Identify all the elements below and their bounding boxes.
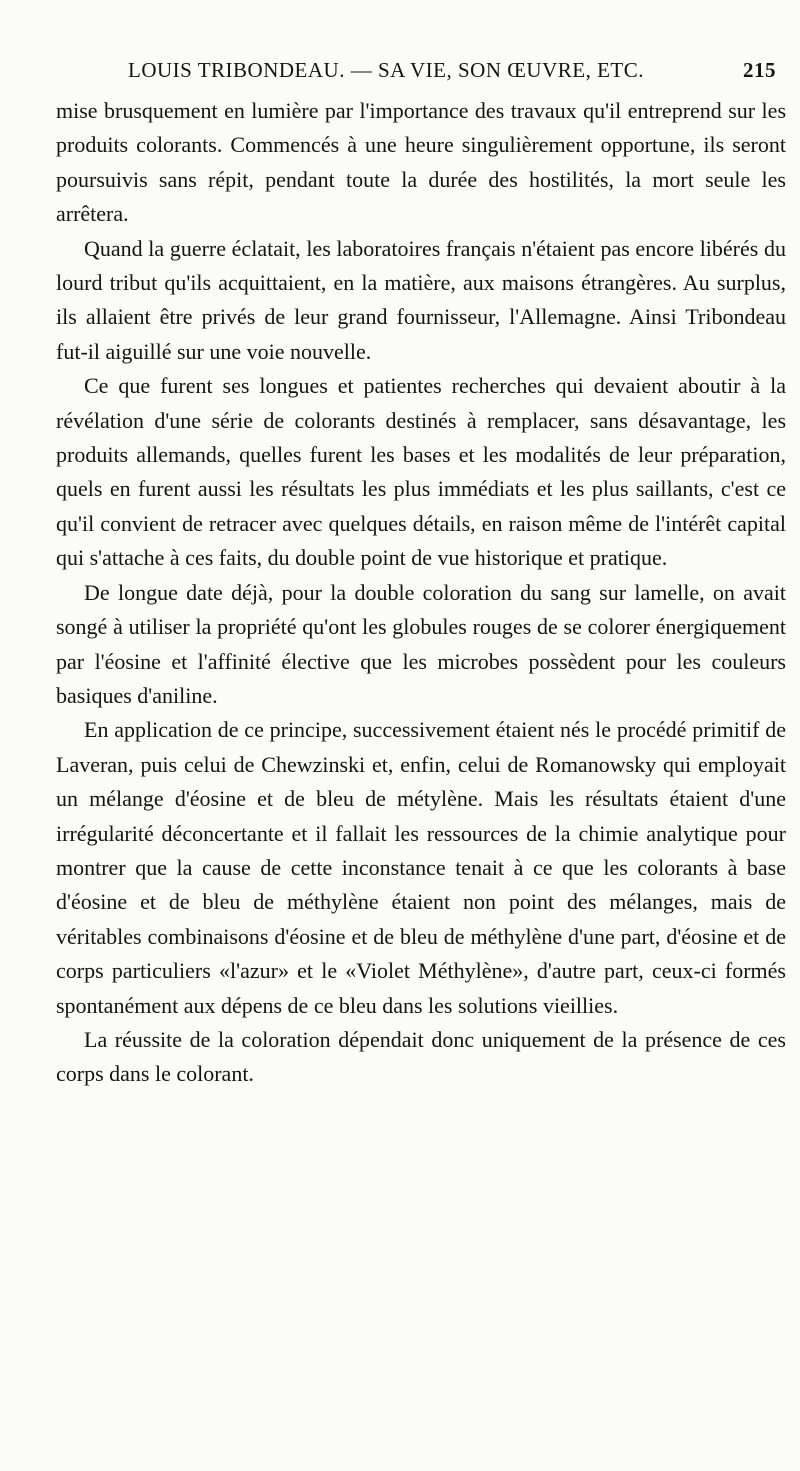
paragraph-5: En application de ce principe, successivement étaient nés le procédé primitif de Laveran, puis celui de Chewzinski et, enfin, celui de Romanowsky qui employait un mélange d'éosine et de bleu de métylène. Mais les résultats étaient d'une irrégularité déconcertante et il fallait les ressources de la chimie analytique pour montrer que la cause de cette inconstance tenait à ce que les colorants à base d'éosine et de bleu de méthylène étaient non point des mélanges, mais de véritables combinaisons d'éosine et de bleu de méthylène d'une part, d'éosine et de corps particuliers «l'azur» et le «Violet Méthylène», d'autre part, ceux-ci formés spontanément aux dépens de ce bleu dans les solutions vieillies.	[56, 717, 786, 1018]
page-number: 215	[743, 58, 776, 82]
paragraph-2: Quand la guerre éclatait, les laboratoires français n'étaient pas encore libérés du lourd tribut qu'ils acquittaient, en la matière, aux maisons étrangères. Au surplus, ils allaient être privés de leur grand fournisseur, l'Allemagne. Ainsi Tribondeau fut-il aiguillé sur une voie nouvelle.	[56, 235, 786, 364]
paragraph-6: La réussite de la coloration dépendait donc uniquement de la présence de ces corps dans le colorant.	[56, 1026, 786, 1087]
paragraph-4: De longue date déjà, pour la double coloration du sang sur lamelle, on avait songé à utiliser la propriété qu'ont les globules rouges de se colorer énergiquement par l'éosine et l'affinité élective que les microbes possèdent pour les couleurs basiques d'aniline.	[56, 579, 786, 708]
running-title: LOUIS TRIBONDEAU. — SA VIE, SON ŒUVRE, ETC.	[128, 58, 644, 82]
paragraph-1: mise brusquement en lumière par l'importance des travaux qu'il entreprend sur les produits colorants. Commencés à une heure singulièrement opportune, ils seront poursuivis sans répit, pendant toute la durée des hostilités, la mort seule les arrêtera.	[56, 98, 786, 227]
body-text	[56, 94, 786, 1092]
page-header	[128, 58, 776, 86]
paragraph-3: Ce que furent ses longues et patientes recherches qui devaient aboutir à la révélation d'une série de colorants destinés à remplacer, sans désavantage, les produits allemands, quelles furent les bases et les modalités de leur préparation, quels en furent aussi les résultats les plus immédiats et les plus saillants, c'est ce qu'il convient de retracer avec quelques détails, en raison même de l'intérêt capital qui s'attache à ces faits, du double point de vue historique et pratique.	[56, 373, 786, 571]
